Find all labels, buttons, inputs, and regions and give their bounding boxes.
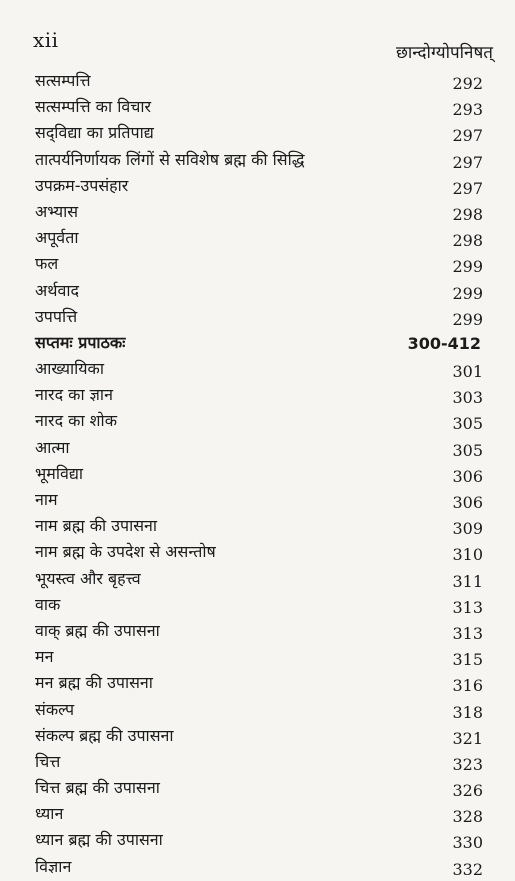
- toc-entry: [0, 616, 515, 642]
- toc-entry-page-number: 316: [452, 676, 483, 696]
- toc-entry-page-number: 298: [452, 204, 483, 224]
- toc-entry: [0, 249, 515, 275]
- toc-entry: [0, 695, 515, 721]
- toc-entry-page-number: 299: [452, 257, 483, 277]
- toc-entry-title: सत्सम्पत्ति: [35, 71, 91, 90]
- toc-entry: [0, 302, 515, 328]
- toc-entry: [0, 92, 515, 118]
- toc-entry-title: भूमविद्या: [35, 463, 84, 483]
- toc-entry: [0, 433, 515, 459]
- toc-entry: [0, 668, 515, 694]
- toc-entry-page-number: 305: [452, 440, 483, 460]
- toc-entry-page-number: 315: [452, 650, 483, 670]
- toc-entry: [0, 145, 515, 171]
- toc-entry-title: सत्सम्पत्ति का विचार: [35, 97, 152, 117]
- toc-entry: [0, 590, 515, 616]
- toc-entry-page-number: 299: [452, 309, 483, 329]
- page-number: xii: [33, 28, 59, 52]
- toc-entry-title: वाक: [35, 594, 61, 614]
- toc-entry-page-number: 306: [452, 466, 483, 486]
- toc-entry-title: संकल्प ब्रह्म की उपासना: [35, 725, 174, 745]
- toc-entry-title: ध्यान: [35, 804, 64, 824]
- toc-entry: [0, 773, 515, 799]
- toc-entry-page-number: 297: [452, 126, 483, 146]
- toc-entry: [0, 485, 515, 511]
- toc-entry-title: सद्‌विद्या का प्रतिपाद्य: [35, 123, 154, 143]
- toc-entry: [0, 197, 515, 223]
- toc-entry-page-number: 313: [452, 623, 483, 643]
- toc-entry: [0, 511, 515, 537]
- page-header: [0, 0, 515, 66]
- toc-entry-page-number: 303: [452, 388, 483, 408]
- toc-entry-title: चित्त ब्रह्म की उपासना: [35, 778, 160, 798]
- toc-entry-title: आख्यायिका: [35, 359, 104, 379]
- toc-entry-page-number: 323: [452, 754, 483, 774]
- toc-entry-page-number: 299: [452, 283, 483, 303]
- toc-entry-title: नाम: [35, 490, 58, 509]
- toc-entry: [0, 66, 515, 92]
- toc-entry: [0, 459, 515, 485]
- toc-entry: [0, 223, 515, 249]
- toc-entry-title: वाक् ब्रह्म की उपासना: [35, 620, 160, 640]
- toc-section-heading: [0, 328, 515, 354]
- toc-entry: [0, 406, 515, 432]
- toc-entry-page-number: 306: [452, 493, 483, 512]
- toc-entry-page-number: 313: [452, 597, 483, 617]
- toc-entry-page-number: 328: [452, 807, 483, 827]
- toc-entry-title: नारद का ज्ञान: [35, 385, 113, 405]
- toc-entry-page-number: 309: [452, 519, 483, 539]
- toc-entry-page-number: 305: [452, 414, 483, 434]
- toc-entry-title: चित्त: [35, 751, 61, 771]
- toc-entry-title: संकल्प: [35, 699, 75, 719]
- toc-entry-page-number: 326: [452, 781, 483, 801]
- toc-entry-page-number: 298: [452, 231, 483, 251]
- toc-entry-title: नारद का शोक: [35, 411, 117, 431]
- toc-entry-title: उपपत्ति: [35, 306, 78, 326]
- toc-entry-page-number: 301: [452, 362, 483, 382]
- table-of-contents: [0, 66, 515, 878]
- toc-entry-title: नाम ब्रह्म की उपासना: [35, 516, 158, 536]
- toc-entry-title: विज्ञान: [35, 856, 72, 876]
- toc-entry-title: मन ब्रह्म की उपासना: [35, 673, 153, 693]
- toc-entry: [0, 825, 515, 851]
- toc-entry-title: नाम ब्रह्म के उपदेश से असन्तोष: [35, 542, 216, 562]
- toc-entry-title: मन: [35, 647, 54, 667]
- toc-entry-title: तात्पर्यनिर्णायक लिंगों से सविशेष ब्रह्म की सिद्धि: [35, 149, 305, 169]
- toc-entry-title: अपूर्वता: [35, 228, 79, 248]
- toc-entry-title: भूयस्त्व और बृहत्त्व: [35, 568, 141, 588]
- toc-entry-title: अभ्यास: [35, 201, 79, 221]
- toc-entry-page-number: 310: [452, 545, 483, 565]
- toc-entry-title: उपक्रम-उपसंहार: [35, 175, 129, 195]
- toc-entry: [0, 537, 515, 563]
- toc-entry-page-number: 330: [452, 833, 483, 853]
- toc-entry-page-number: 297: [452, 152, 483, 172]
- toc-entry: [0, 171, 515, 197]
- toc-entry: [0, 276, 515, 302]
- toc-entry-page-number: 297: [452, 178, 483, 198]
- toc-entry-page-number: 292: [452, 74, 483, 93]
- toc-entry-title: ध्यान ब्रह्म की उपासना: [35, 830, 163, 850]
- toc-entry: [0, 354, 515, 380]
- toc-entry-page-number: 321: [452, 728, 483, 748]
- toc-entry: [0, 118, 515, 144]
- toc-entry: [0, 564, 515, 590]
- toc-entry: [0, 799, 515, 825]
- toc-entry-page-number: 332: [452, 859, 483, 879]
- toc-entry: [0, 721, 515, 747]
- running-title: छान्दोग्योपनिषत्: [395, 43, 493, 63]
- toc-entry-title: अर्थवाद: [35, 280, 79, 300]
- toc-entry: [0, 747, 515, 773]
- toc-entry: [0, 380, 515, 406]
- toc-entry-page-number: 300-412: [407, 333, 481, 353]
- toc-entry-page-number: 293: [452, 100, 483, 120]
- toc-entry-page-number: 318: [452, 702, 483, 722]
- toc-entry-page-number: 311: [452, 571, 483, 591]
- toc-entry: [0, 642, 515, 668]
- toc-entry-title: सप्तमः प्रपाठकः: [35, 332, 126, 352]
- toc-entry-title: आत्मा: [35, 437, 70, 457]
- toc-entry-title: फल: [35, 254, 59, 274]
- toc-entry: [0, 852, 515, 878]
